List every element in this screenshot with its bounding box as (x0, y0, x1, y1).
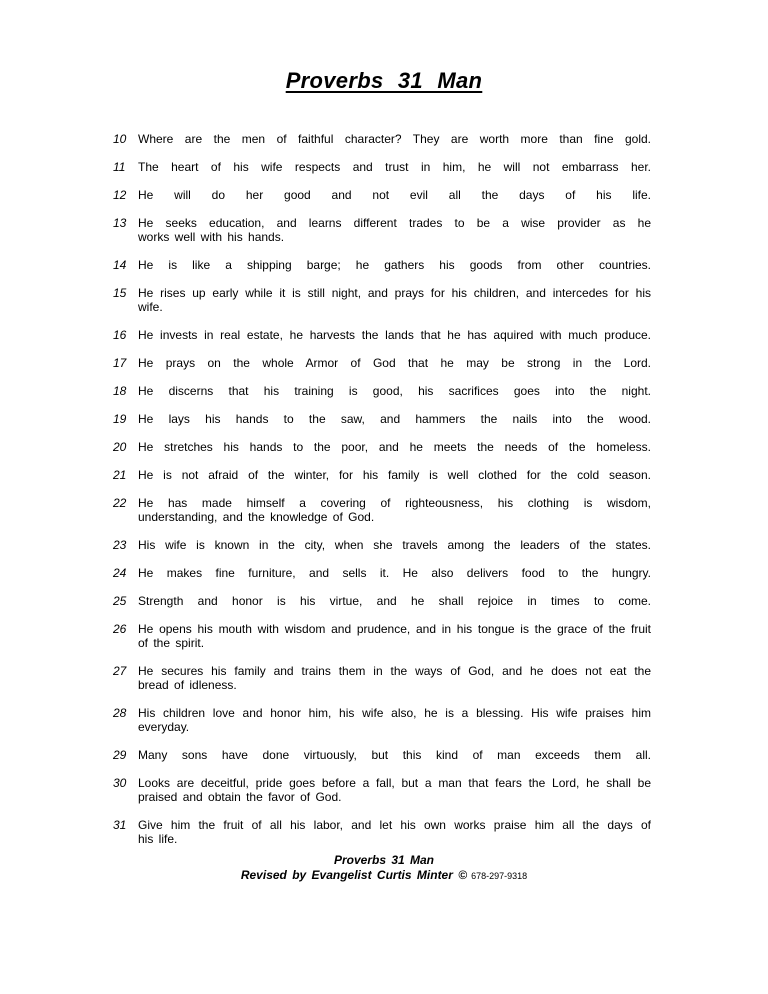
verse-item (113, 496, 651, 524)
verse-text-line: He lays his hands to the saw, and hammers the nails into the wood. (138, 412, 651, 426)
verse-item (113, 622, 651, 650)
verse-item (113, 356, 651, 370)
verse-number: 24 (113, 566, 127, 580)
verse-item (113, 188, 651, 202)
verse-number: 18 (113, 384, 127, 398)
verse-item (113, 538, 651, 552)
verse-text-line: The heart of his wife respects and trust in him, he will not embarrass her. (138, 160, 651, 174)
verse-item (113, 440, 651, 454)
verse-number: 29 (113, 748, 127, 762)
verse-text-line: his life. (138, 832, 178, 846)
footer-title: Proverbs 31 Man (333, 853, 435, 867)
verse-text-line: His children love and honor him, his wife also, he is a blessing. His wife praises him (138, 706, 651, 720)
verse-item (113, 664, 651, 692)
verse-text-line: Looks are deceitful, pride goes before a fall, but a man that fears the Lord, he shall be (138, 776, 651, 790)
verse-text-line: He rises up early while it is still night, and prays for his children, and intercedes for his wife. (138, 286, 651, 314)
verse-number: 16 (113, 328, 127, 342)
verse-text-line: praised and obtain the favor of God. (138, 790, 342, 804)
verse-number: 10 (113, 132, 127, 146)
verse-text-line: He has made himself a covering of righteousness, his clothing is wisdom, (138, 496, 651, 510)
verse-number: 19 (113, 412, 127, 426)
verse-item (113, 216, 651, 244)
verse-text-line: He is not afraid of the winter, for his family is well clothed for the cold season. (138, 468, 651, 482)
verse-text-line: He invests in real estate, he harvests the lands that he has aquired with much produce. (138, 328, 651, 342)
verse-number: 31 (113, 818, 127, 832)
verse-item (113, 468, 651, 482)
verse-item (113, 286, 651, 314)
verse-number: 13 (113, 216, 127, 230)
verse-text-line: He makes fine furniture, and sells it. He also delivers food to the hungry. (138, 566, 651, 580)
verse-number: 14 (113, 258, 127, 272)
verse-number: 27 (113, 664, 127, 678)
verse-item (113, 594, 651, 608)
footer-phone: 678-297-9318 (471, 871, 528, 881)
verse-item (113, 384, 651, 398)
verse-text-line: He is like a shipping barge; he gathers his goods from other countries. (138, 258, 651, 272)
verse-text-line: He stretches his hands to the poor, and he meets the needs of the homeless. (138, 440, 651, 454)
verse-number: 23 (113, 538, 127, 552)
verse-text-line: of the spirit. (138, 636, 205, 650)
verse-item (113, 258, 651, 272)
verse-item (113, 566, 651, 580)
verse-item (113, 132, 651, 146)
verse-number: 21 (113, 468, 127, 482)
verse-item (113, 818, 651, 846)
page-title: Proverbs 31 Man (285, 68, 483, 93)
footer-credit (0, 868, 768, 884)
verse-number: 30 (113, 776, 127, 790)
verse-list (113, 132, 651, 860)
verse-item (113, 412, 651, 426)
verse-item (113, 706, 651, 734)
verse-number: 25 (113, 594, 127, 608)
verse-text-line: His wife is known in the city, when she travels among the leaders of the states. (138, 538, 651, 552)
verse-text-line: bread of idleness. (138, 678, 237, 692)
verse-text-line: everyday. (138, 720, 190, 734)
verse-number: 26 (113, 622, 127, 636)
verse-number: 12 (113, 188, 127, 202)
verse-text-line: works well with his hands. (138, 230, 285, 244)
verse-number: 20 (113, 440, 127, 454)
verse-number: 28 (113, 706, 127, 720)
verse-text-line: Many sons have done virtuously, but this kind of man exceeds them all. (138, 748, 651, 762)
footer (0, 853, 768, 884)
verse-text-line: He seeks education, and learns different trades to be a wise provider as he (138, 216, 651, 230)
verse-text-line: He prays on the whole Armor of God that he may be strong in the Lord. (138, 356, 651, 370)
verse-text-line: Strength and honor is his virtue, and he shall rejoice in times to come. (138, 594, 651, 608)
verse-number: 11 (113, 160, 126, 174)
verse-item (113, 328, 651, 342)
verse-text-line: He secures his family and trains them in the ways of God, and he does not eat the (138, 664, 651, 678)
verse-text-line: He will do her good and not evil all the days of his life. (138, 188, 651, 202)
verse-item (113, 776, 651, 804)
verse-text-line: understanding, and the knowledge of God. (138, 510, 375, 524)
verse-item (113, 160, 651, 174)
verse-number: 15 (113, 286, 127, 300)
verse-text-line: He discerns that his training is good, his sacrifices goes into the night. (138, 384, 651, 398)
verse-item (113, 748, 651, 762)
footer-author: Revised by Evangelist Curtis Minter © (240, 868, 468, 882)
verse-text-line: He opens his mouth with wisdom and prudence, and in his tongue is the grace of the fruit (138, 622, 651, 636)
verse-text-line: Give him the fruit of all his labor, and let his own works praise him all the days of (138, 818, 651, 832)
verse-number: 22 (113, 496, 127, 510)
verse-number: 17 (113, 356, 127, 370)
verse-text-line: Where are the men of faithful character? They are worth more than fine gold. (138, 132, 651, 146)
